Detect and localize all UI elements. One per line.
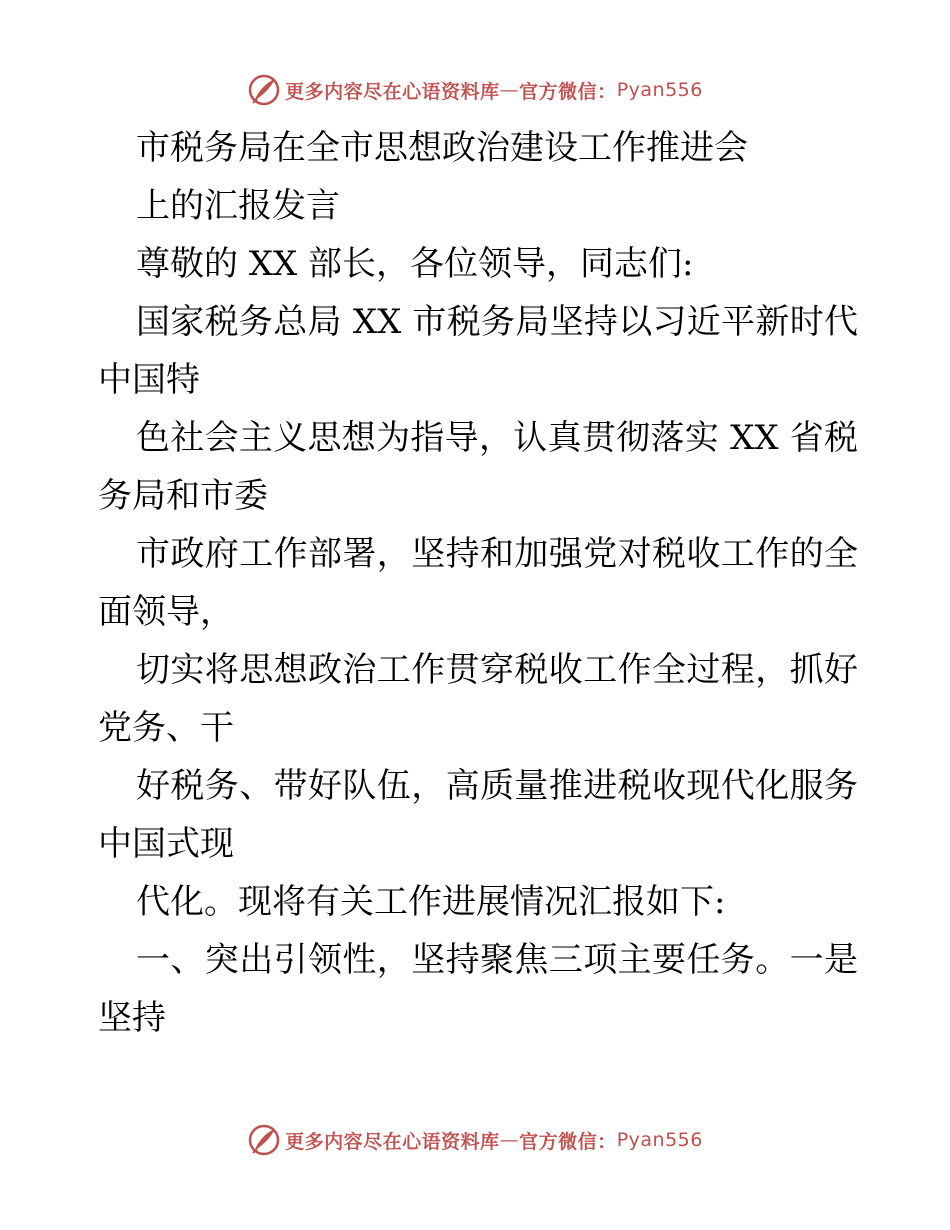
quill-pen-logo-icon <box>247 1123 281 1157</box>
watermark-main-text: 更多内容尽在心语资料库 <box>285 1130 500 1153</box>
paragraph-line: 坚持 <box>98 998 166 1038</box>
paragraph-line: 党务、干 <box>98 708 234 748</box>
paragraph-line: 国家税务总局 XX 市税务局坚持以习近平新时代 <box>136 302 858 342</box>
paragraph-line: 中国式现 <box>98 824 234 864</box>
paragraph-line: 务局和市委 <box>98 476 268 516</box>
watermark-dash: — <box>499 1129 520 1151</box>
paragraph-line: 色社会主义思想为指导，认真贯彻落实 XX 省税 <box>136 418 858 458</box>
salutation-line: 尊敬的 XX 部长，各位领导，同志们: <box>136 244 694 284</box>
quill-pen-logo-icon <box>247 73 281 107</box>
paragraph-line: 面领导， <box>98 592 234 632</box>
footer-watermark <box>0 1120 950 1160</box>
title-line-1: 市税务局在全市思想政治建设工作推进会 <box>136 128 748 168</box>
watermark-wechat-label: 官方微信： <box>519 1130 617 1153</box>
header-watermark <box>0 70 950 110</box>
document-body <box>98 119 858 1047</box>
paragraph-line: 好税务、带好队伍，高质量推进税收现代化服务 <box>136 766 858 806</box>
title-line-2: 上的汇报发言 <box>136 186 340 226</box>
watermark-dash: — <box>499 79 520 101</box>
paragraph-line: 市政府工作部署，坚持和加强党对税收工作的全 <box>136 534 858 574</box>
watermark-wechat-label: 官方微信： <box>519 80 617 103</box>
watermark-wechat-id: Pyan556 <box>616 1129 703 1151</box>
paragraph-line: 切实将思想政治工作贯穿税收工作全过程，抓好 <box>136 650 858 690</box>
section-heading-line: 一、突出引领性，坚持聚焦三项主要任务。一是 <box>136 940 858 980</box>
paragraph-line: 代化。现将有关工作进展情况汇报如下: <box>136 882 726 922</box>
watermark-wechat-id: Pyan556 <box>616 79 703 101</box>
watermark-main-text: 更多内容尽在心语资料库 <box>285 80 500 103</box>
paragraph-line: 中国特 <box>98 360 200 400</box>
